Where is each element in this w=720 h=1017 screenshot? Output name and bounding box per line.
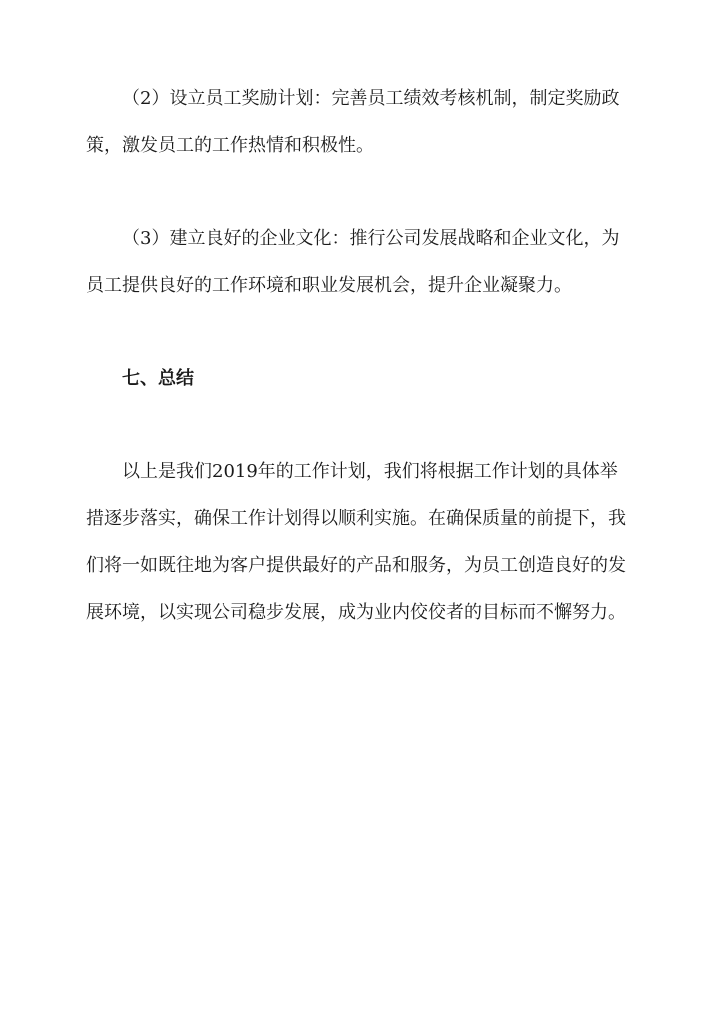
section-heading-summary: 七、总结 <box>122 368 194 389</box>
paragraph-summary: 以上是我们2019年的工作计划，我们将根据工作计划的具体举措逐步落实，确保工作计划得以顺利实施。在确保质量的前提下，我们将一如既往地为客户提供最好的产品和服务，为员工创造良好的发展环境，以实现公司稳步发展，成为业内佼佼者的目标而不懈努力。 <box>86 461 626 623</box>
paragraph-item-3: （3）建立良好的企业文化：推行公司发展战略和企业文化，为员工提供良好的工作环境和职业发展机会，提升企业凝聚力。 <box>86 228 620 296</box>
paragraph-item-2: （2）设立员工奖励计划：完善员工绩效考核机制，制定奖励政策，激发员工的工作热情和积极性。 <box>86 88 620 156</box>
